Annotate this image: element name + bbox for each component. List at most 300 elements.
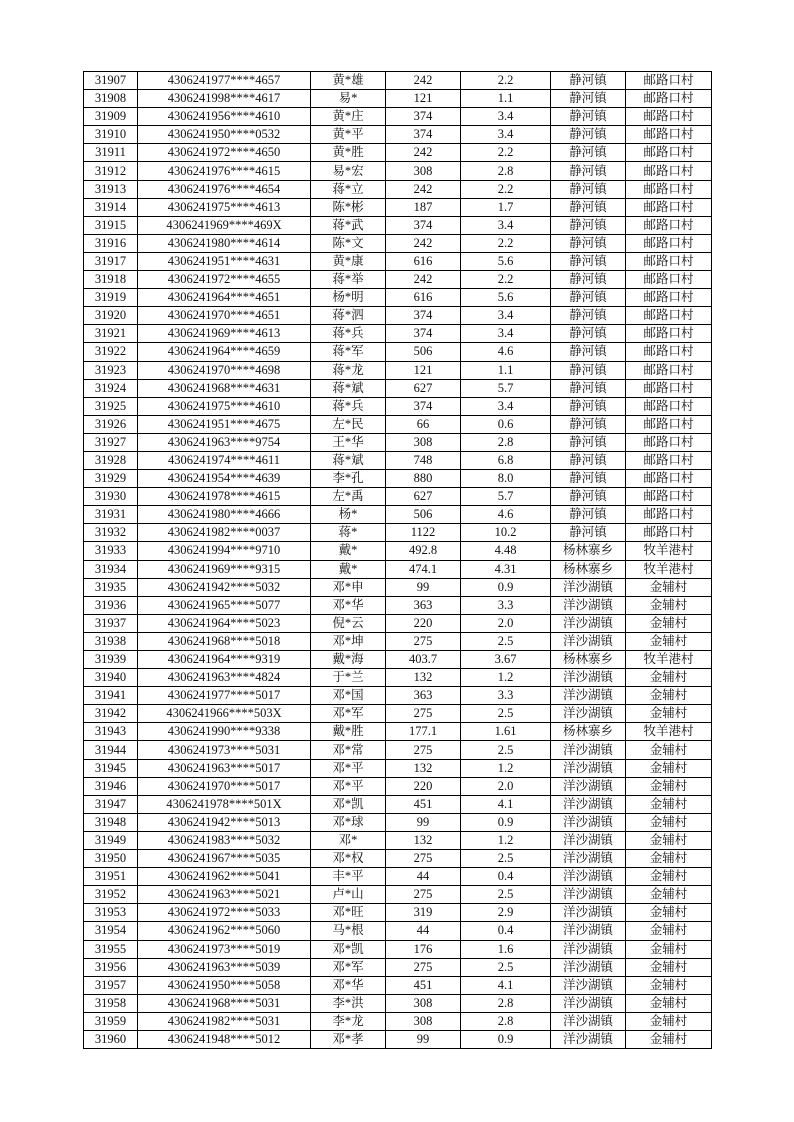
table-row xyxy=(84,488,712,506)
row-number-cell: 31935 xyxy=(84,578,138,596)
row-number-cell: 31930 xyxy=(84,488,138,506)
id-number-cell: 4306241978****501X xyxy=(138,795,311,813)
table-row xyxy=(84,379,712,397)
id-number-cell: 4306241964****9319 xyxy=(138,651,311,669)
village-cell: 邮路口村 xyxy=(626,361,712,379)
name-cell: 黄*雄 xyxy=(311,72,386,90)
name-cell: 马*根 xyxy=(311,922,386,940)
town-cell: 静河镇 xyxy=(551,144,626,162)
name-cell: 黄*庄 xyxy=(311,108,386,126)
row-number-cell: 31910 xyxy=(84,126,138,144)
table-row xyxy=(84,1012,712,1030)
name-cell: 李*孔 xyxy=(311,470,386,488)
table-row xyxy=(84,669,712,687)
village-cell: 邮路口村 xyxy=(626,397,712,415)
quantity-cell: 2.5 xyxy=(461,741,551,759)
table-row xyxy=(84,252,712,270)
village-cell: 邮路口村 xyxy=(626,524,712,542)
id-number-cell: 4306241956****4610 xyxy=(138,108,311,126)
town-cell: 静河镇 xyxy=(551,506,626,524)
id-number-cell: 4306241963****9754 xyxy=(138,433,311,451)
row-number-cell: 31944 xyxy=(84,741,138,759)
table-row xyxy=(84,1030,712,1048)
village-cell: 牧羊港村 xyxy=(626,723,712,741)
table-row xyxy=(84,922,712,940)
row-number-cell: 31953 xyxy=(84,904,138,922)
id-number-cell: 4306241998****4617 xyxy=(138,90,311,108)
quantity-cell: 2.2 xyxy=(461,180,551,198)
town-cell: 静河镇 xyxy=(551,379,626,397)
quantity-cell: 3.67 xyxy=(461,651,551,669)
id-number-cell: 4306241977****4657 xyxy=(138,72,311,90)
id-number-cell: 4306241970****4698 xyxy=(138,361,311,379)
table-row xyxy=(84,271,712,289)
table-row xyxy=(84,325,712,343)
amount-cell: 627 xyxy=(386,488,461,506)
name-cell: 邓*平 xyxy=(311,777,386,795)
table-row xyxy=(84,813,712,831)
amount-cell: 616 xyxy=(386,289,461,307)
amount-cell: 308 xyxy=(386,994,461,1012)
town-cell: 静河镇 xyxy=(551,252,626,270)
table-row xyxy=(84,705,712,723)
row-number-cell: 31937 xyxy=(84,614,138,632)
table-row xyxy=(84,72,712,90)
village-cell: 邮路口村 xyxy=(626,307,712,325)
village-cell: 金辅村 xyxy=(626,831,712,849)
village-cell: 金辅村 xyxy=(626,759,712,777)
amount-cell: 242 xyxy=(386,72,461,90)
amount-cell: 44 xyxy=(386,922,461,940)
town-cell: 洋沙湖镇 xyxy=(551,578,626,596)
town-cell: 静河镇 xyxy=(551,271,626,289)
quantity-cell: 2.5 xyxy=(461,958,551,976)
id-number-cell: 4306241951****4631 xyxy=(138,252,311,270)
quantity-cell: 2.8 xyxy=(461,162,551,180)
town-cell: 静河镇 xyxy=(551,90,626,108)
quantity-cell: 4.48 xyxy=(461,542,551,560)
town-cell: 洋沙湖镇 xyxy=(551,922,626,940)
town-cell: 静河镇 xyxy=(551,415,626,433)
amount-cell: 44 xyxy=(386,868,461,886)
town-cell: 洋沙湖镇 xyxy=(551,940,626,958)
quantity-cell: 3.4 xyxy=(461,216,551,234)
name-cell: 邓* xyxy=(311,831,386,849)
quantity-cell: 3.4 xyxy=(461,108,551,126)
name-cell: 杨* xyxy=(311,506,386,524)
quantity-cell: 2.2 xyxy=(461,144,551,162)
name-cell: 倪*云 xyxy=(311,614,386,632)
id-number-cell: 4306241968****5031 xyxy=(138,994,311,1012)
quantity-cell: 10.2 xyxy=(461,524,551,542)
table-row xyxy=(84,108,712,126)
id-number-cell: 4306241994****9710 xyxy=(138,542,311,560)
name-cell: 邓*凯 xyxy=(311,795,386,813)
name-cell: 邓*旺 xyxy=(311,904,386,922)
village-cell: 金辅村 xyxy=(626,813,712,831)
table-row xyxy=(84,940,712,958)
id-number-cell: 4306241970****4651 xyxy=(138,307,311,325)
village-cell: 金辅村 xyxy=(626,904,712,922)
quantity-cell: 2.8 xyxy=(461,1012,551,1030)
quantity-cell: 1.1 xyxy=(461,90,551,108)
quantity-cell: 4.6 xyxy=(461,506,551,524)
quantity-cell: 1.2 xyxy=(461,831,551,849)
row-number-cell: 31954 xyxy=(84,922,138,940)
name-cell: 戴* xyxy=(311,542,386,560)
quantity-cell: 1.2 xyxy=(461,669,551,687)
row-number-cell: 31927 xyxy=(84,433,138,451)
id-number-cell: 4306241968****4631 xyxy=(138,379,311,397)
id-number-cell: 4306241968****5018 xyxy=(138,632,311,650)
quantity-cell: 0.9 xyxy=(461,1030,551,1048)
quantity-cell: 5.6 xyxy=(461,289,551,307)
amount-cell: 220 xyxy=(386,614,461,632)
id-number-cell: 4306241982****0037 xyxy=(138,524,311,542)
row-number-cell: 31949 xyxy=(84,831,138,849)
id-number-cell: 4306241950****5058 xyxy=(138,976,311,994)
table-row xyxy=(84,126,712,144)
row-number-cell: 31915 xyxy=(84,216,138,234)
village-cell: 邮路口村 xyxy=(626,343,712,361)
amount-cell: 374 xyxy=(386,397,461,415)
name-cell: 丰*平 xyxy=(311,868,386,886)
quantity-cell: 8.0 xyxy=(461,470,551,488)
id-number-cell: 4306241972****4650 xyxy=(138,144,311,162)
amount-cell: 506 xyxy=(386,506,461,524)
town-cell: 洋沙湖镇 xyxy=(551,596,626,614)
quantity-cell: 0.9 xyxy=(461,578,551,596)
village-cell: 邮路口村 xyxy=(626,234,712,252)
quantity-cell: 3.4 xyxy=(461,307,551,325)
id-number-cell: 4306241973****5031 xyxy=(138,741,311,759)
town-cell: 静河镇 xyxy=(551,234,626,252)
row-number-cell: 31950 xyxy=(84,850,138,868)
town-cell: 洋沙湖镇 xyxy=(551,868,626,886)
amount-cell: 176 xyxy=(386,940,461,958)
row-number-cell: 31960 xyxy=(84,1030,138,1048)
quantity-cell: 1.6 xyxy=(461,940,551,958)
table-row xyxy=(84,433,712,451)
row-number-cell: 31946 xyxy=(84,777,138,795)
town-cell: 静河镇 xyxy=(551,451,626,469)
name-cell: 戴*海 xyxy=(311,651,386,669)
name-cell: 邓*国 xyxy=(311,687,386,705)
village-cell: 邮路口村 xyxy=(626,470,712,488)
village-cell: 邮路口村 xyxy=(626,144,712,162)
town-cell: 洋沙湖镇 xyxy=(551,886,626,904)
village-cell: 金辅村 xyxy=(626,868,712,886)
name-cell: 左*民 xyxy=(311,415,386,433)
village-cell: 金辅村 xyxy=(626,705,712,723)
id-number-cell: 4306241963****5021 xyxy=(138,886,311,904)
table-row xyxy=(84,90,712,108)
name-cell: 蒋*兵 xyxy=(311,397,386,415)
name-cell: 邓*坤 xyxy=(311,632,386,650)
amount-cell: 403.7 xyxy=(386,651,461,669)
town-cell: 洋沙湖镇 xyxy=(551,759,626,777)
name-cell: 蒋*泗 xyxy=(311,307,386,325)
quantity-cell: 5.7 xyxy=(461,379,551,397)
village-cell: 邮路口村 xyxy=(626,72,712,90)
row-number-cell: 31957 xyxy=(84,976,138,994)
table-row xyxy=(84,976,712,994)
table-row xyxy=(84,343,712,361)
quantity-cell: 5.7 xyxy=(461,488,551,506)
quantity-cell: 1.1 xyxy=(461,361,551,379)
id-number-cell: 4306241962****5041 xyxy=(138,868,311,886)
town-cell: 静河镇 xyxy=(551,343,626,361)
table-row xyxy=(84,162,712,180)
amount-cell: 374 xyxy=(386,108,461,126)
quantity-cell: 2.0 xyxy=(461,614,551,632)
quantity-cell: 0.6 xyxy=(461,415,551,433)
amount-cell: 275 xyxy=(386,632,461,650)
village-cell: 邮路口村 xyxy=(626,271,712,289)
amount-cell: 275 xyxy=(386,850,461,868)
town-cell: 洋沙湖镇 xyxy=(551,777,626,795)
table-row xyxy=(84,560,712,578)
amount-cell: 66 xyxy=(386,415,461,433)
row-number-cell: 31914 xyxy=(84,198,138,216)
row-number-cell: 31947 xyxy=(84,795,138,813)
table-row xyxy=(84,741,712,759)
town-cell: 静河镇 xyxy=(551,470,626,488)
table-row xyxy=(84,361,712,379)
id-number-cell: 4306241969****469X xyxy=(138,216,311,234)
quantity-cell: 5.6 xyxy=(461,252,551,270)
name-cell: 戴* xyxy=(311,560,386,578)
name-cell: 黄*胜 xyxy=(311,144,386,162)
village-cell: 邮路口村 xyxy=(626,415,712,433)
row-number-cell: 31936 xyxy=(84,596,138,614)
village-cell: 金辅村 xyxy=(626,632,712,650)
id-number-cell: 4306241951****4675 xyxy=(138,415,311,433)
village-cell: 金辅村 xyxy=(626,994,712,1012)
town-cell: 静河镇 xyxy=(551,72,626,90)
quantity-cell: 2.2 xyxy=(461,271,551,289)
village-cell: 金辅村 xyxy=(626,1012,712,1030)
amount-cell: 374 xyxy=(386,325,461,343)
village-cell: 金辅村 xyxy=(626,940,712,958)
row-number-cell: 31918 xyxy=(84,271,138,289)
table-row xyxy=(84,868,712,886)
id-number-cell: 4306241977****5017 xyxy=(138,687,311,705)
row-number-cell: 31934 xyxy=(84,560,138,578)
quantity-cell: 0.9 xyxy=(461,813,551,831)
amount-cell: 121 xyxy=(386,361,461,379)
id-number-cell: 4306241975****4610 xyxy=(138,397,311,415)
amount-cell: 363 xyxy=(386,596,461,614)
name-cell: 王*华 xyxy=(311,433,386,451)
town-cell: 洋沙湖镇 xyxy=(551,850,626,868)
row-number-cell: 31917 xyxy=(84,252,138,270)
table-row xyxy=(84,307,712,325)
name-cell: 杨*明 xyxy=(311,289,386,307)
row-number-cell: 31916 xyxy=(84,234,138,252)
village-cell: 金辅村 xyxy=(626,976,712,994)
amount-cell: 506 xyxy=(386,343,461,361)
town-cell: 洋沙湖镇 xyxy=(551,687,626,705)
data-table xyxy=(83,71,712,1049)
quantity-cell: 2.5 xyxy=(461,705,551,723)
amount-cell: 1122 xyxy=(386,524,461,542)
village-cell: 金辅村 xyxy=(626,596,712,614)
village-cell: 邮路口村 xyxy=(626,216,712,234)
row-number-cell: 31956 xyxy=(84,958,138,976)
town-cell: 洋沙湖镇 xyxy=(551,976,626,994)
amount-cell: 187 xyxy=(386,198,461,216)
village-cell: 金辅村 xyxy=(626,795,712,813)
village-cell: 牧羊港村 xyxy=(626,651,712,669)
amount-cell: 121 xyxy=(386,90,461,108)
village-cell: 金辅村 xyxy=(626,1030,712,1048)
amount-cell: 374 xyxy=(386,216,461,234)
table-row xyxy=(84,216,712,234)
quantity-cell: 3.4 xyxy=(461,126,551,144)
table-body xyxy=(84,72,712,1049)
town-cell: 静河镇 xyxy=(551,361,626,379)
amount-cell: 99 xyxy=(386,578,461,596)
village-cell: 金辅村 xyxy=(626,886,712,904)
village-cell: 邮路口村 xyxy=(626,252,712,270)
quantity-cell: 1.7 xyxy=(461,198,551,216)
id-number-cell: 4306241969****9315 xyxy=(138,560,311,578)
quantity-cell: 2.2 xyxy=(461,234,551,252)
town-cell: 洋沙湖镇 xyxy=(551,958,626,976)
name-cell: 蒋*斌 xyxy=(311,451,386,469)
quantity-cell: 4.6 xyxy=(461,343,551,361)
town-cell: 静河镇 xyxy=(551,433,626,451)
name-cell: 邓*军 xyxy=(311,958,386,976)
name-cell: 蒋*龙 xyxy=(311,361,386,379)
name-cell: 邓*球 xyxy=(311,813,386,831)
name-cell: 邓*华 xyxy=(311,976,386,994)
quantity-cell: 3.3 xyxy=(461,687,551,705)
table-row xyxy=(84,234,712,252)
name-cell: 左*禹 xyxy=(311,488,386,506)
row-number-cell: 31942 xyxy=(84,705,138,723)
amount-cell: 319 xyxy=(386,904,461,922)
village-cell: 邮路口村 xyxy=(626,433,712,451)
village-cell: 邮路口村 xyxy=(626,198,712,216)
amount-cell: 308 xyxy=(386,162,461,180)
row-number-cell: 31913 xyxy=(84,180,138,198)
name-cell: 蒋*立 xyxy=(311,180,386,198)
amount-cell: 242 xyxy=(386,180,461,198)
amount-cell: 132 xyxy=(386,759,461,777)
id-number-cell: 4306241942****5013 xyxy=(138,813,311,831)
quantity-cell: 2.5 xyxy=(461,886,551,904)
table-row xyxy=(84,723,712,741)
town-cell: 静河镇 xyxy=(551,289,626,307)
id-number-cell: 4306241962****5060 xyxy=(138,922,311,940)
name-cell: 蒋*军 xyxy=(311,343,386,361)
amount-cell: 451 xyxy=(386,976,461,994)
quantity-cell: 3.3 xyxy=(461,596,551,614)
village-cell: 邮路口村 xyxy=(626,451,712,469)
row-number-cell: 31945 xyxy=(84,759,138,777)
id-number-cell: 4306241976****4615 xyxy=(138,162,311,180)
town-cell: 杨林寨乡 xyxy=(551,723,626,741)
row-number-cell: 31931 xyxy=(84,506,138,524)
quantity-cell: 2.2 xyxy=(461,72,551,90)
town-cell: 洋沙湖镇 xyxy=(551,632,626,650)
town-cell: 洋沙湖镇 xyxy=(551,795,626,813)
village-cell: 金辅村 xyxy=(626,687,712,705)
table-row xyxy=(84,850,712,868)
name-cell: 邓*华 xyxy=(311,596,386,614)
id-number-cell: 4306241970****5017 xyxy=(138,777,311,795)
amount-cell: 363 xyxy=(386,687,461,705)
row-number-cell: 31951 xyxy=(84,868,138,886)
id-number-cell: 4306241973****5019 xyxy=(138,940,311,958)
table-row xyxy=(84,614,712,632)
name-cell: 蒋*武 xyxy=(311,216,386,234)
table-row xyxy=(84,180,712,198)
id-number-cell: 4306241963****5017 xyxy=(138,759,311,777)
id-number-cell: 4306241976****4654 xyxy=(138,180,311,198)
town-cell: 洋沙湖镇 xyxy=(551,1030,626,1048)
amount-cell: 132 xyxy=(386,831,461,849)
name-cell: 邓*常 xyxy=(311,741,386,759)
town-cell: 静河镇 xyxy=(551,488,626,506)
village-cell: 牧羊港村 xyxy=(626,542,712,560)
village-cell: 邮路口村 xyxy=(626,90,712,108)
name-cell: 邓*凯 xyxy=(311,940,386,958)
amount-cell: 748 xyxy=(386,451,461,469)
id-number-cell: 4306241965****5077 xyxy=(138,596,311,614)
amount-cell: 492.8 xyxy=(386,542,461,560)
row-number-cell: 31941 xyxy=(84,687,138,705)
town-cell: 洋沙湖镇 xyxy=(551,994,626,1012)
row-number-cell: 31912 xyxy=(84,162,138,180)
amount-cell: 616 xyxy=(386,252,461,270)
name-cell: 黄*平 xyxy=(311,126,386,144)
village-cell: 邮路口村 xyxy=(626,126,712,144)
table-row xyxy=(84,831,712,849)
village-cell: 邮路口村 xyxy=(626,162,712,180)
row-number-cell: 31932 xyxy=(84,524,138,542)
row-number-cell: 31958 xyxy=(84,994,138,1012)
id-number-cell: 4306241954****4639 xyxy=(138,470,311,488)
row-number-cell: 31924 xyxy=(84,379,138,397)
amount-cell: 275 xyxy=(386,705,461,723)
name-cell: 邓*军 xyxy=(311,705,386,723)
town-cell: 杨林寨乡 xyxy=(551,560,626,578)
quantity-cell: 6.8 xyxy=(461,451,551,469)
quantity-cell: 2.0 xyxy=(461,777,551,795)
name-cell: 易* xyxy=(311,90,386,108)
id-number-cell: 4306241948****5012 xyxy=(138,1030,311,1048)
town-cell: 洋沙湖镇 xyxy=(551,741,626,759)
town-cell: 静河镇 xyxy=(551,325,626,343)
amount-cell: 275 xyxy=(386,958,461,976)
table-row xyxy=(84,397,712,415)
name-cell: 李*洪 xyxy=(311,994,386,1012)
table-row xyxy=(84,144,712,162)
id-number-cell: 4306241980****4666 xyxy=(138,506,311,524)
amount-cell: 880 xyxy=(386,470,461,488)
amount-cell: 308 xyxy=(386,1012,461,1030)
name-cell: 于*兰 xyxy=(311,669,386,687)
table-row xyxy=(84,198,712,216)
row-number-cell: 31955 xyxy=(84,940,138,958)
village-cell: 邮路口村 xyxy=(626,180,712,198)
name-cell: 陈*文 xyxy=(311,234,386,252)
village-cell: 金辅村 xyxy=(626,669,712,687)
town-cell: 洋沙湖镇 xyxy=(551,813,626,831)
